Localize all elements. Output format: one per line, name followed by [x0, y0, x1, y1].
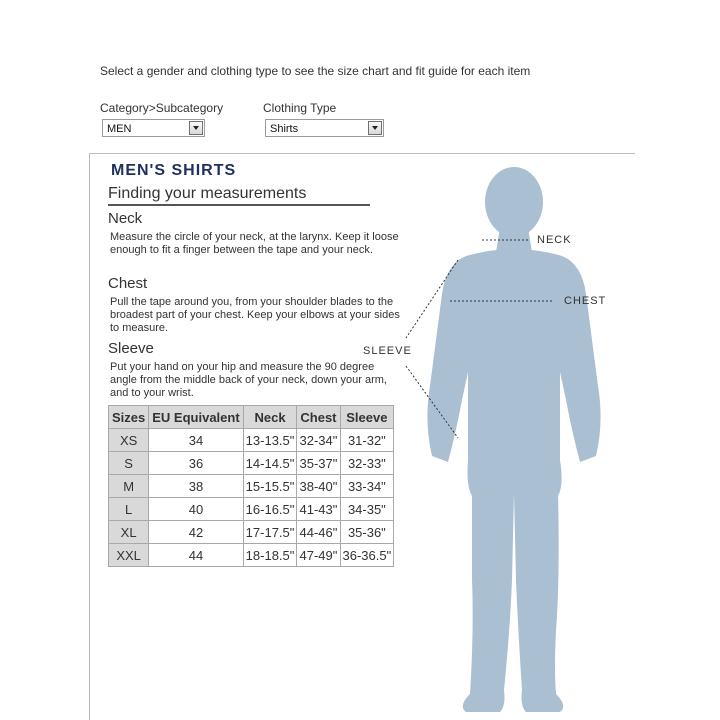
category-select-value: MEN — [107, 123, 132, 135]
chevron-down-icon[interactable] — [189, 121, 203, 135]
sleeve-cell: 32-33" — [340, 452, 394, 475]
size-table — [108, 405, 394, 567]
body-silhouette-figure — [400, 160, 630, 720]
chest-heading: Chest — [108, 275, 148, 292]
table-header-row — [109, 406, 394, 429]
size-cell: XXL — [109, 544, 149, 567]
sleeve-cell: 35-36" — [340, 521, 394, 544]
eu-cell: 36 — [149, 452, 243, 475]
sleeve-cell: 33-34" — [340, 475, 394, 498]
neck-cell: 18-18.5" — [243, 544, 297, 567]
size-cell: M — [109, 475, 149, 498]
chest-cell: 32-34" — [297, 429, 340, 452]
section-subtitle: Finding your measurements — [108, 185, 307, 202]
neck-cell: 16-16.5" — [243, 498, 297, 521]
sleeve-instructions: Put your hand on your hip and measure the 90 degree angle from the middle back of your neck, down your arm, and to your wrist. — [110, 361, 387, 399]
table-row — [109, 475, 394, 498]
neck-cell: 17-17.5" — [243, 521, 297, 544]
table-row — [109, 452, 394, 475]
neck-heading: Neck — [108, 210, 143, 227]
chest-figure-label: CHEST — [564, 295, 607, 307]
neck-cell: 13-13.5" — [243, 429, 297, 452]
header-sleeve: Sleeve — [340, 406, 394, 429]
table-row — [109, 521, 394, 544]
sleeve-figure-label: SLEEVE — [363, 345, 412, 357]
clothing-type-label: Clothing Type — [263, 101, 337, 115]
neck-cell: 14-14.5" — [243, 452, 297, 475]
chest-instructions: Pull the tape around you, from your shoulder blades to the broadest part of your chest. Keep your elbows at your sides to measure. — [110, 296, 400, 334]
sleeve-cell: 31-32" — [340, 429, 394, 452]
category-select[interactable] — [102, 119, 205, 137]
chest-cell: 41-43" — [297, 498, 340, 521]
chest-cell: 35-37" — [297, 452, 340, 475]
header-sizes: Sizes — [109, 406, 149, 429]
page-title: MEN'S SHIRTS — [111, 162, 237, 179]
sleeve-cell: 34-35" — [340, 498, 394, 521]
neck-figure-label: NECK — [537, 234, 572, 246]
sleeve-heading: Sleeve — [108, 340, 154, 357]
table-row — [109, 498, 394, 521]
neck-cell: 15-15.5" — [243, 475, 297, 498]
subtitle-underline — [108, 204, 370, 206]
chevron-down-icon[interactable] — [368, 121, 382, 135]
eu-cell: 44 — [149, 544, 243, 567]
chest-cell: 44-46" — [297, 521, 340, 544]
size-cell: L — [109, 498, 149, 521]
eu-cell: 38 — [149, 475, 243, 498]
size-cell: XL — [109, 521, 149, 544]
header-chest: Chest — [297, 406, 340, 429]
eu-cell: 34 — [149, 429, 243, 452]
neck-instructions: Measure the circle of your neck, at the larynx. Keep it loose enough to fit a finger between the tape and your neck. — [110, 231, 399, 256]
man-silhouette-icon — [427, 167, 600, 712]
intro-text: Select a gender and clothing type to see the size chart and fit guide for each item — [100, 64, 531, 78]
header-neck: Neck — [243, 406, 297, 429]
chest-cell: 47-49" — [297, 544, 340, 567]
header-eu: EU Equivalent — [149, 406, 243, 429]
table-row — [109, 544, 394, 567]
panel-divider-left — [89, 153, 90, 720]
eu-cell: 42 — [149, 521, 243, 544]
eu-cell: 40 — [149, 498, 243, 521]
clothing-type-select[interactable] — [265, 119, 384, 137]
table-row — [109, 429, 394, 452]
chest-cell: 38-40" — [297, 475, 340, 498]
panel-divider-top — [89, 153, 635, 154]
size-cell: S — [109, 452, 149, 475]
clothing-type-select-value: Shirts — [270, 123, 299, 135]
sleeve-cell: 36-36.5" — [340, 544, 394, 567]
size-cell: XS — [109, 429, 149, 452]
category-label: Category>Subcategory — [100, 101, 224, 115]
